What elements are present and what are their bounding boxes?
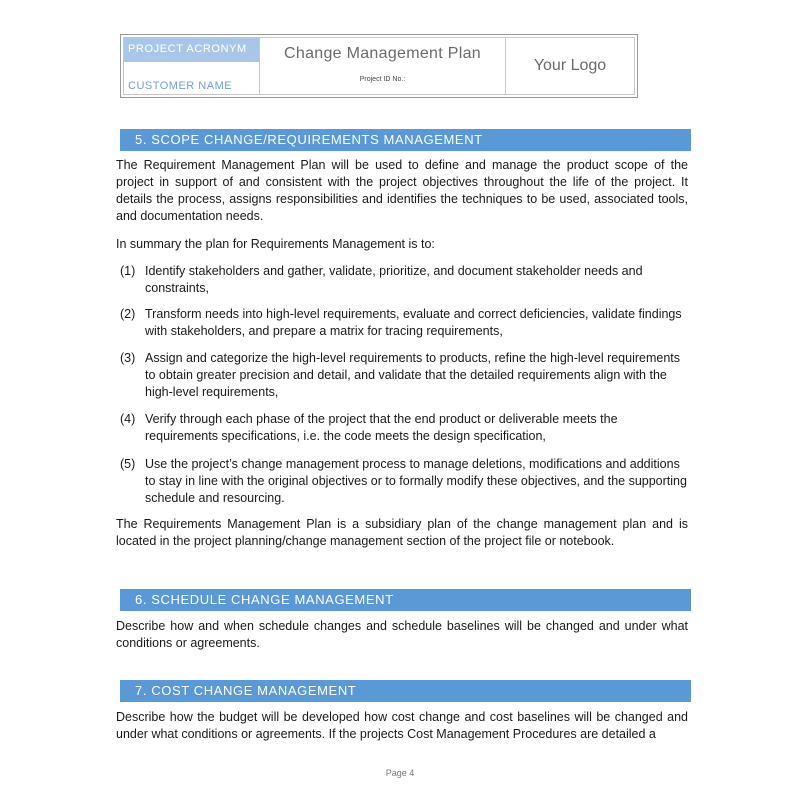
document-title: Change Management Plan [284, 45, 481, 62]
section-heading-schedule: 6. SCHEDULE CHANGE MANAGEMENT [120, 589, 691, 611]
list-item-text: Use the project’s change management process to manage deletions, modifications and additions to stay in line with the original objectives or to formally modify these objectives, and the supporting schedule and resourcing. [145, 457, 687, 505]
section-heading-cost: 7. COST CHANGE MANAGEMENT [120, 680, 691, 702]
customer-name: CUSTOMER NAME [128, 80, 233, 92]
logo-placeholder: Your Logo [533, 57, 607, 74]
list-item-number: (1) [120, 264, 136, 278]
list-item [120, 456, 690, 507]
list-item [120, 411, 690, 445]
list-item-number: (3) [120, 351, 136, 365]
list-item-text: Assign and categorize the high-level requirements to products, refine the high-level requirements to obtain greater precision and detail, and validate that the detailed requirements align with the high-level requirements, [145, 351, 681, 399]
section-5-closing: The Requirements Management Plan is a subsidiary plan of the change management plan and is located in the project planning/change management section of the project file or notebook. [116, 517, 688, 548]
header-title-cell [260, 37, 506, 95]
list-item-text: Identify stakeholders and gather, validate, prioritize, and document stakeholder needs and constraints, [145, 264, 643, 295]
list-item-number: (2) [120, 307, 136, 321]
section-7-body: Describe how the budget will be developed how cost change and cost baselines will be changed and under what conditions or agreements. If the projects Cost Management Procedures are detailed a [116, 710, 688, 741]
document-header [120, 34, 638, 98]
list-item-number: (4) [120, 412, 136, 426]
list-item-text: Transform needs into high-level requirements, evaluate and correct deficiencies, validate findings with stakeholders, and prepare a matrix for tracing requirements, [145, 307, 682, 338]
list-item-number: (5) [120, 457, 136, 471]
section-6-body: Describe how and when schedule changes and schedule baselines will be changed and under what conditions or agreements. [116, 619, 688, 650]
list-item-text: Verify through each phase of the project that the end product or deliverable meets the requirements specifications, i.e. the code meets the design specification, [145, 412, 618, 443]
list-item [120, 306, 690, 340]
section-5-intro: The Requirement Management Plan will be used to define and manage the product scope of the project in support of and consistent with the project objectives throughout the life of the project. It details the process, assigns responsibilities and identifies the techniques to be used, associated tools, and documentation needs. [116, 158, 688, 223]
list-item [120, 263, 690, 297]
header-left-cell [123, 37, 260, 95]
section-heading-scope: 5. SCOPE CHANGE/REQUIREMENTS MANAGEMENT [120, 129, 691, 151]
page-number: Page 4 [385, 768, 415, 778]
list-item [120, 350, 690, 401]
project-id-label: Project ID No.: [359, 76, 406, 83]
header-logo-cell [506, 37, 635, 95]
project-acronym: PROJECT ACRONYM [124, 38, 259, 62]
section-5-summary-lead: In summary the plan for Requirements Management is to: [116, 237, 435, 251]
